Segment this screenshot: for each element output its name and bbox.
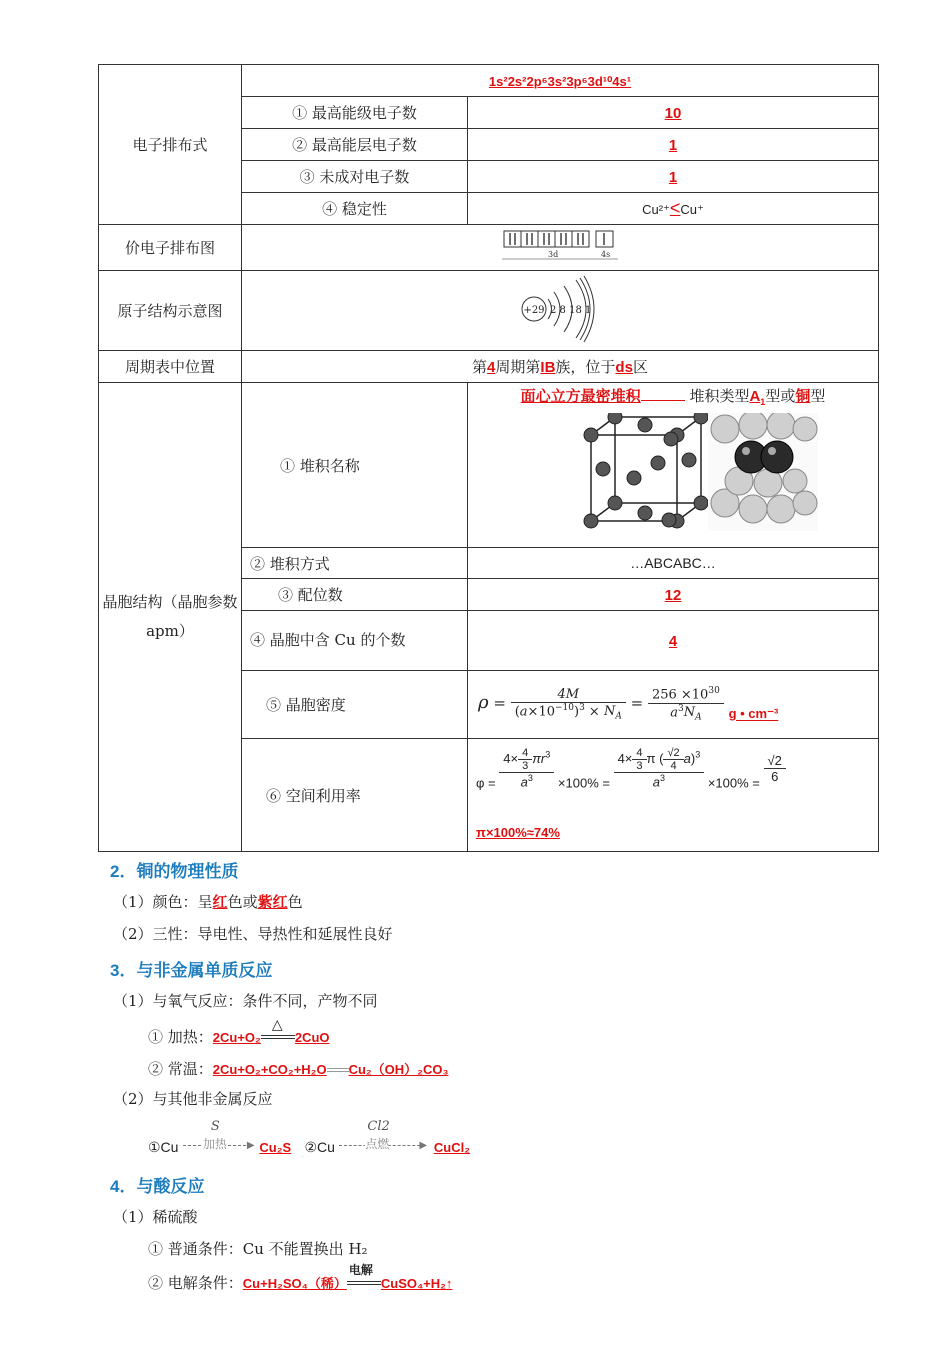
max-sublevel-value: 10 <box>664 104 682 122</box>
three-properties-line: （2）三性：导电性、导热性和延展性良好 <box>113 925 393 943</box>
color-line <box>113 891 303 912</box>
max-sublevel-label: ① 最高能级电子数 <box>292 104 417 122</box>
econfig-row-label <box>242 193 468 225</box>
packing-name: 面心立方最密堆积 <box>520 388 641 405</box>
section-3-title: 3．与非金属单质反应 <box>110 961 273 980</box>
econfig-label: 电子排布式 <box>132 136 208 154</box>
atom-diagram-cell <box>242 271 879 351</box>
stacking-label-cell <box>242 548 468 579</box>
color-red: 红 <box>212 894 228 911</box>
util-fraction-3: $\frac{√2}{6}$ <box>764 753 786 784</box>
stacking-cell <box>468 548 879 579</box>
label-3d: 3d <box>548 249 559 259</box>
electrolysis-rhs: CuSO₄+H₂↑ <box>380 1276 453 1291</box>
position-value-cell <box>242 351 879 383</box>
count-label: ④ 晶胞中含 Cu 的个数 <box>250 631 406 649</box>
count-label-cell <box>242 611 468 671</box>
electrolysis-lhs: Cu+H₂SO₄（稀） <box>242 1276 347 1291</box>
color-tail: 色 <box>287 893 303 911</box>
density-label-cell <box>242 671 468 739</box>
econfig-formula-cell <box>242 65 879 97</box>
econfig-label-cell <box>99 65 242 225</box>
atom-structure-diagram <box>520 274 600 344</box>
color-or: 色或 <box>227 893 258 911</box>
position-label-cell <box>99 351 242 383</box>
atom-label-cell <box>99 271 242 351</box>
stability-a: Cu²⁺ <box>642 202 670 217</box>
econfig-row-label <box>242 161 468 193</box>
stacking-value: …ABCABC… <box>630 555 716 571</box>
position-period: 4 <box>487 359 496 376</box>
stability-b: Cu⁺ <box>680 202 704 217</box>
r2-product: CuCl₂ <box>433 1140 470 1155</box>
color-purple-red: 紫红 <box>257 894 288 911</box>
cell-label-cell <box>99 383 242 852</box>
delta-symbol: △ <box>271 1017 283 1033</box>
unpaired-value: 1 <box>668 168 678 186</box>
econfig-row-value <box>468 97 879 129</box>
normal-condition-line: ① 普通条件：Cu 不能置换出 H₂ <box>148 1240 368 1258</box>
packing-name-label-cell <box>242 383 468 548</box>
econfig-row-value <box>468 193 879 225</box>
cell-label: 晶胞结构（晶胞参数apm） <box>102 593 238 640</box>
packing-type-sub: 1 <box>760 397 766 407</box>
stability-op: < <box>669 198 681 218</box>
count-value: 4 <box>668 632 678 650</box>
room-temp-rhs: Cu₂（OH）₂CO₃ <box>348 1062 449 1077</box>
atom-label: 原子结构示意图 <box>117 301 223 320</box>
coord-label-cell <box>242 579 468 611</box>
section-4-title: 4．与酸反应 <box>110 1177 205 1196</box>
density-fraction-2: $\frac{256 \times 10^{30}}{a^3N_A}$ <box>648 686 724 722</box>
stacking-label: ② 堆积方式 <box>250 554 330 573</box>
type-suffix: 型 <box>810 387 826 405</box>
electrolysis-symbol: 电解 <box>348 1263 373 1277</box>
coord-label: ③ 配位数 <box>278 586 343 604</box>
position-text: 族，位于 <box>555 358 616 376</box>
color-text: （1）颜色：呈 <box>113 893 213 911</box>
position-block: ds <box>615 359 633 376</box>
or-text: 型或 <box>765 387 796 405</box>
equals-sign <box>327 1068 349 1072</box>
density-unit: g • cm⁻³ <box>728 706 779 722</box>
r1-condition: 加热 <box>202 1137 227 1151</box>
density-cell: ρ = $\frac{4M}{(a\times 10^{-10})^3 \times N_A}$ = $\frac{256 \times 10^{30}}{a^3N_A}$ g • cm⁻³ <box>468 671 879 739</box>
r2-cu: ②Cu <box>304 1139 335 1155</box>
r1-cu: ①Cu <box>148 1139 179 1155</box>
count-cell <box>468 611 879 671</box>
room-temp-label: ② 常温： <box>148 1060 213 1078</box>
stability-label: ④ 稳定性 <box>322 200 387 218</box>
copper-properties-table <box>98 64 879 852</box>
copper-word: 铜 <box>795 388 811 405</box>
packing-type-text: 堆积类型 <box>689 387 750 405</box>
heating-rhs: 2CuO <box>294 1030 330 1045</box>
econfig-row-value <box>468 161 879 193</box>
unpaired-label: ③ 未成对电子数 <box>299 168 410 186</box>
position-label: 周期表中位置 <box>124 358 215 376</box>
r1-reagent: S <box>210 1119 220 1134</box>
packing-name-cell <box>468 383 879 548</box>
electrolysis-reaction <box>148 1263 453 1293</box>
coord-value: 12 <box>664 586 682 604</box>
density-fraction-1: $\frac{4M}{(a\times 10^{-10})^3 \times N_A}$ <box>511 687 626 722</box>
r2-arrow: Cl2 ▶ 点燃 <box>339 1141 429 1155</box>
shell-electrons: 2 8 18 1 <box>550 304 592 316</box>
valence-label: 价电子排布图 <box>124 239 215 257</box>
other-nonmetal-line: （2）与其他非金属反应 <box>113 1090 273 1108</box>
packing-name-label: ① 堆积名称 <box>280 456 360 475</box>
max-shell-label: ② 最高能层电子数 <box>292 136 417 154</box>
label-4s: 4s <box>601 249 611 259</box>
valence-label-cell <box>99 225 242 271</box>
electrolysis-label: ② 电解条件： <box>148 1274 243 1292</box>
r2-condition: 点燃 <box>365 1137 390 1151</box>
heating-lhs: 2Cu+O₂ <box>212 1030 261 1045</box>
r2-reagent: Cl2 <box>367 1119 390 1134</box>
room-temp-reaction <box>148 1058 448 1079</box>
valence-diagram-cell <box>242 225 879 271</box>
util-tail: π×100%≈74% <box>476 825 560 840</box>
position-text: 周期第 <box>495 358 541 376</box>
heating-condition <box>261 1017 295 1045</box>
util-label-cell <box>242 739 468 852</box>
oxygen-line: （1）与氧气反应：条件不同，产物不同 <box>113 992 378 1010</box>
position-text: 第 <box>472 358 488 376</box>
fcc-cell-diagram <box>583 413 818 531</box>
dilute-acid-line: （1）稀硫酸 <box>113 1208 198 1226</box>
econfig-row-value <box>468 129 879 161</box>
max-shell-value: 1 <box>668 136 678 154</box>
util-label: ⑥ 空间利用率 <box>266 786 361 805</box>
position-group: IB <box>540 359 556 376</box>
heating-reaction <box>148 1017 330 1047</box>
room-temp-lhs: 2Cu+O₂+CO₂+H₂O <box>212 1062 327 1077</box>
util-fraction-1: 4× $\frac{4}{3}$ $\pi r^3$ $a^3$ <box>499 747 554 789</box>
electrolysis-condition <box>347 1263 381 1291</box>
econfig-row-label <box>242 129 468 161</box>
heating-label: ① 加热： <box>148 1028 213 1046</box>
section-2-title: 2．铜的物理性质 <box>110 862 239 881</box>
econfig-row-label <box>242 97 468 129</box>
util-fraction-2: 4× $\frac{4}{3}$ π ( $\frac{√2}{4}$ a)$^3$ $a^3$ <box>614 747 705 789</box>
econfig-formula: 1s²2s²2p⁶3s²3p⁶3d¹⁰4s¹ <box>488 73 632 89</box>
r1-product: Cu₂S <box>259 1140 292 1155</box>
nucleus-charge: +29 <box>523 304 545 316</box>
density-label: ⑤ 晶胞密度 <box>266 696 346 714</box>
position-text: 区 <box>632 358 648 376</box>
r1-arrow: S ▶ 加热 <box>183 1141 255 1155</box>
orbital-diagram <box>502 229 618 263</box>
util-cell: φ = 4× $\frac{4}{3}$ $\pi r^3$ $a^3$ ×100% = 4× $\frac{4}{3}$ π ( $\frac{√2}{4}$ a)$^3$ $a^3$ ×100% = $\frac{√2}{6}$ π×100%≈74% <box>468 739 879 852</box>
packing-type: A <box>749 388 761 405</box>
other-reactions <box>148 1119 470 1156</box>
coord-cell <box>468 579 879 611</box>
